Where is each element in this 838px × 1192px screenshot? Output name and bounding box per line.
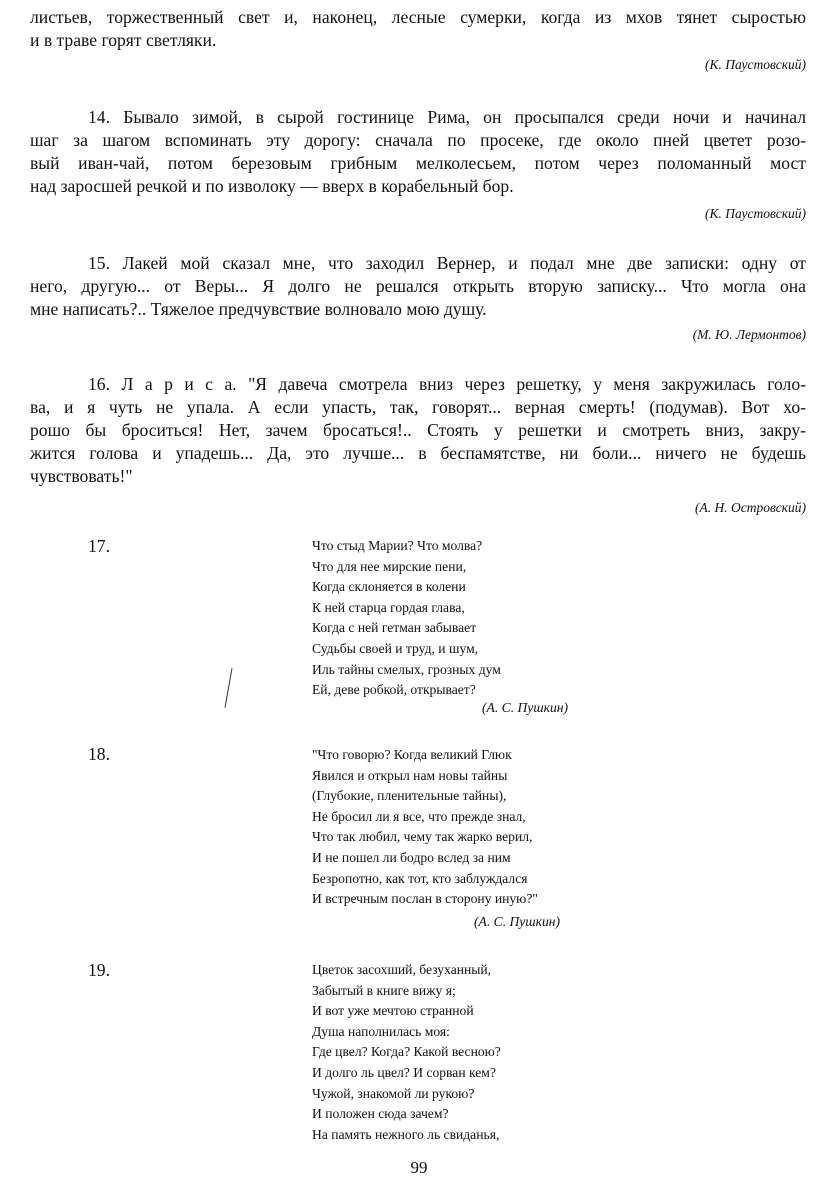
verse-line: И встречным послан в сторону иную?" [312, 891, 538, 907]
text-line: мне написать?.. Тяжелое предчувствие волновало мою душу. [30, 299, 487, 319]
text-line: 15. Лакей мой сказал мне, что заходил Вернер, и подал мне две записки: одну от [88, 253, 806, 273]
verse-line: "Что говорю? Когда великий Глюк [312, 747, 512, 762]
verse-line: Что стыд Марии? Что молва? [312, 538, 483, 553]
verse-line: Что так любил, чему так жарко верил, [312, 829, 533, 845]
text-line: жится голова и упадешь... Да, это лучше... в беспамятстве, ни боли... ничего не будешь [30, 443, 806, 463]
text-line: чувствовать!" [30, 466, 133, 486]
verse-line: Ей, деве робкой, открывает? [312, 682, 476, 698]
poem-number-18: 18. [88, 744, 110, 764]
text-line: шаг за шагом вспоминать эту дорогу: сначала по просеке, где около пней цветет розо- [30, 130, 806, 150]
verse-line: Иль тайны смелых, грозных дум [312, 661, 501, 677]
poem-number-19: 19. [88, 960, 110, 980]
poem-18 [312, 745, 538, 910]
verse-line: Явился и открыл нам новы тайны [312, 767, 508, 783]
page-number: 99 [410, 1158, 428, 1177]
poem-number-17: 17. [88, 536, 110, 556]
verse-line: Безропотно, как тот, кто заблуждался [312, 870, 528, 886]
verse-line: Когда склоняется в колени [312, 579, 466, 595]
paragraph-16 [30, 373, 806, 488]
paragraph-15 [30, 252, 806, 321]
verse-line: К ней старца гордая глава, [312, 599, 465, 615]
verse-line: Цветок засохший, безуханный, [312, 962, 492, 977]
text-line: рошо бы броситься! Нет, зачем бросаться!.. Стоять у решетки и смотреть вниз, закру- [30, 420, 806, 440]
verse-line: Душа наполнилась моя: [312, 1023, 450, 1039]
attribution-18: (А. С. Пушкин) [474, 914, 561, 929]
text-line: над заросшей речкой и по изволоку — вверх в корабельный бор. [30, 176, 514, 196]
text-line: ва, и я чуть не упала. А если упасть, так, говорят... верная смерть! (подумав). Вот хо- [30, 397, 806, 417]
attribution-14: (К. Паустовский) [705, 206, 806, 221]
verse-line: Забытый в книге вижу я; [312, 982, 456, 998]
stray-pencil-mark [225, 668, 233, 708]
verse-line: Когда с ней гетман забывает [312, 620, 477, 636]
verse-line: На память нежного ль свиданья, [312, 1126, 500, 1142]
text-line: и в траве горят светляки. [30, 30, 217, 50]
verse-line: Чужой, знакомой ли рукою? [312, 1085, 475, 1101]
text-line: него, другую... от Веры... Я долго не решался открыть вторую записку... Что могла она [30, 276, 806, 296]
verse-line: И вот уже мечтою странной [312, 1003, 474, 1019]
verse-line: Где цвел? Когда? Какой весною? [312, 1044, 501, 1060]
attribution-17: (А. С. Пушкин) [482, 700, 569, 715]
attribution-15: (М. Ю. Лермонтов) [692, 327, 806, 342]
verse-line: И долго ль цвел? И сорван кем? [312, 1064, 496, 1080]
verse-line: Не бросил ли я все, что прежде знал, [312, 808, 526, 824]
verse-line: (Глубокие, пленительные тайны), [312, 788, 507, 804]
poem-17 [312, 536, 501, 701]
verse-line: Судьбы своей и труд, и шум, [312, 640, 479, 656]
verse-line: Что для нее мирские пени, [312, 558, 467, 574]
text-line: 14. Бывало зимой, в сырой гостинице Рима, он просыпался среди ночи и начинал [88, 107, 806, 127]
text-line: листьев, торжественный свет и, наконец, лесные сумерки, когда из мхов тянет сыростью [30, 7, 806, 27]
paragraph-14 [30, 106, 806, 198]
poem-19 [312, 960, 501, 1145]
verse-line: И положен сюда зачем? [312, 1106, 449, 1122]
text-line: вый иван-чай, потом березовым грибным мелколесьем, потом через поломанный мост [30, 153, 806, 173]
attribution-16: (А. Н. Островский) [695, 500, 806, 515]
text-line: 16. Л а р и с а. "Я давеча смотрела вниз через решетку, у меня закружилась голо- [88, 374, 806, 394]
attribution-top: (К. Паустовский) [705, 57, 806, 72]
verse-line: И не пошел ли бодро вслед за ним [312, 849, 511, 865]
paragraph-top [30, 6, 806, 52]
